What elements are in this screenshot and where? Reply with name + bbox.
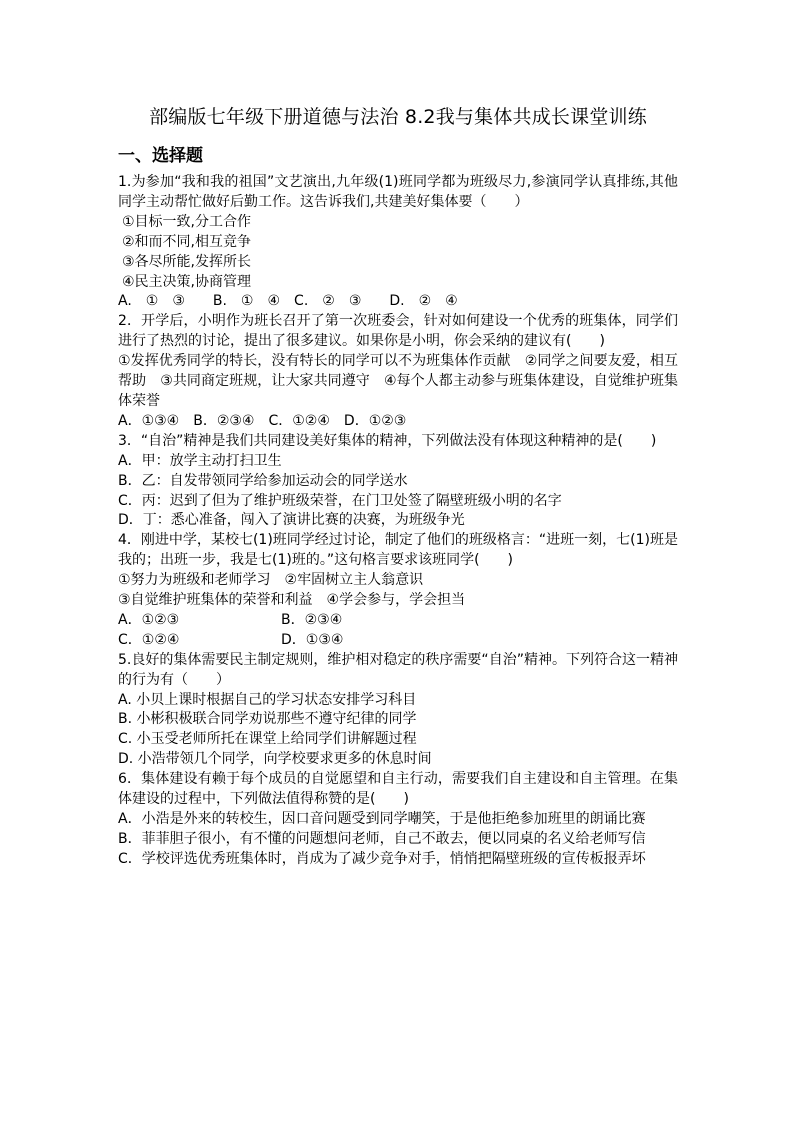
answer-option: B. 小彬积极联合同学劝说那些不遵守纪律的同学 [118, 711, 417, 728]
answer-option: B．菲菲胆子很小，有不懂的问题想问老师，自己不敢去，便以同桌的名义给老师写信 [118, 830, 646, 847]
answer-option: C．丙：迟到了但为了维护班级荣誉，在门卫处签了隔壁班级小明的名字 [118, 492, 562, 509]
answer-option: C．①②④ [118, 631, 180, 648]
answer-option: C. 小玉受老师所托在课堂上给同学们讲解题过程 [118, 731, 417, 748]
statement-item: ①努力为班级和老师学习 ②牢固树立主人翁意识 [118, 572, 424, 589]
answer-option: A．小浩是外来的转校生，因口音问题受到同学嘲笑，于是他拒绝参加班里的朗诵比赛 [118, 811, 646, 827]
statement-item: ①目标一致,分工合作 [122, 213, 252, 230]
statement-item: ③各尽所能,发挥所长 [122, 253, 252, 270]
statement-list: ①发挥优秀同学的特长，没有特长的同学可以不为班集体作贡献 ②同学之间要友爱，相互帮助 ③共同商定班规，让大家共同遵守 ④每个人都主动参与班集体建设，自觉维护班集体荣誉 [118, 353, 678, 409]
document-title: 部编版七年级下册道德与法治 8.2我与集体共成长课堂训练 [149, 106, 647, 128]
question-stem: 6．集体建设有赖于每个成员的自觉愿望和自主行动，需要我们自主建设和自主管理。在集体建设的过程中，下列做法值得称赞的是( ) [118, 771, 678, 808]
question-stem: 3．“自治”精神是我们共同建设美好集体的精神，下列做法没有体现这种精神的是( ) [118, 432, 657, 449]
answer-options: A．①③④ B．②③④ C．①②④ D．①②③ [118, 412, 407, 429]
question-4 [118, 531, 678, 650]
answer-option: D. 小浩带领几个同学，向学校要求更多的休息时间 [118, 751, 432, 768]
answer-option: A. 小贝上课时根据自己的学习状态安排学习科目 [118, 691, 417, 708]
statement-item: ②和而不同,相互竞争 [122, 233, 252, 250]
question-stem: 5.良好的集体需要民主制定规则，维护相对稳定的秩序需要“自治”精神。下列符合这一精神的行为有（ ） [118, 651, 678, 688]
answer-options-row [118, 631, 678, 651]
answer-option: A．①②③ [118, 611, 180, 628]
question-stem: 4．刚进中学，某校七(1)班同学经过讨论，制定了他们的班级格言：“进班一刻，七(1)班是我的；出班一步，我是七(1)班的。”这句格言要求该班同学( ) [118, 532, 678, 569]
answer-options: A. ① ③ B. ① ④ C. ② ③ D. ② ④ [118, 293, 458, 310]
document-body [118, 104, 678, 870]
answer-option: D．丁：悉心准备，闯入了演讲比赛的决赛，为班级争光 [118, 512, 465, 529]
statement-item: ④民主决策,协商管理 [122, 273, 252, 290]
answer-option: A．甲：放学主动打扫卫生 [118, 452, 282, 469]
statement-item: ③自觉维护班集体的荣誉和利益 ④学会参与，学会担当 [118, 592, 466, 609]
answer-options-row [118, 611, 678, 631]
question-stem: 1.为参加“我和我的祖国”文艺演出,九年级(1)班同学都为班级尽力,参演同学认真排练,其他同学主动帮忙做好后勤工作。这告诉我们,共建美好集体要（ ） [118, 174, 678, 210]
answer-option: B．②③④ [281, 611, 343, 628]
answer-option: D．①③④ [281, 631, 344, 648]
answer-option: B．乙：自发带领同学给参加运动会的同学送水 [118, 472, 408, 489]
question-3 [118, 432, 678, 532]
section-heading: 一、选择题 [118, 146, 203, 166]
question-1 [118, 173, 678, 312]
question-5 [118, 651, 678, 770]
answer-option: C．学校评选优秀班集体时，肖成为了减少竞争对手，悄悄把隔壁班级的宣传板报弄坏 [118, 850, 646, 867]
question-stem: 2．开学后，小明作为班长召开了第一次班委会，针对如何建设一个优秀的班集体，同学们进行了热烈的讨论，提出了很多建议。如果你是小明，你会采纳的建议有( ) [118, 313, 678, 350]
question-2 [118, 312, 678, 431]
question-6 [118, 770, 678, 870]
